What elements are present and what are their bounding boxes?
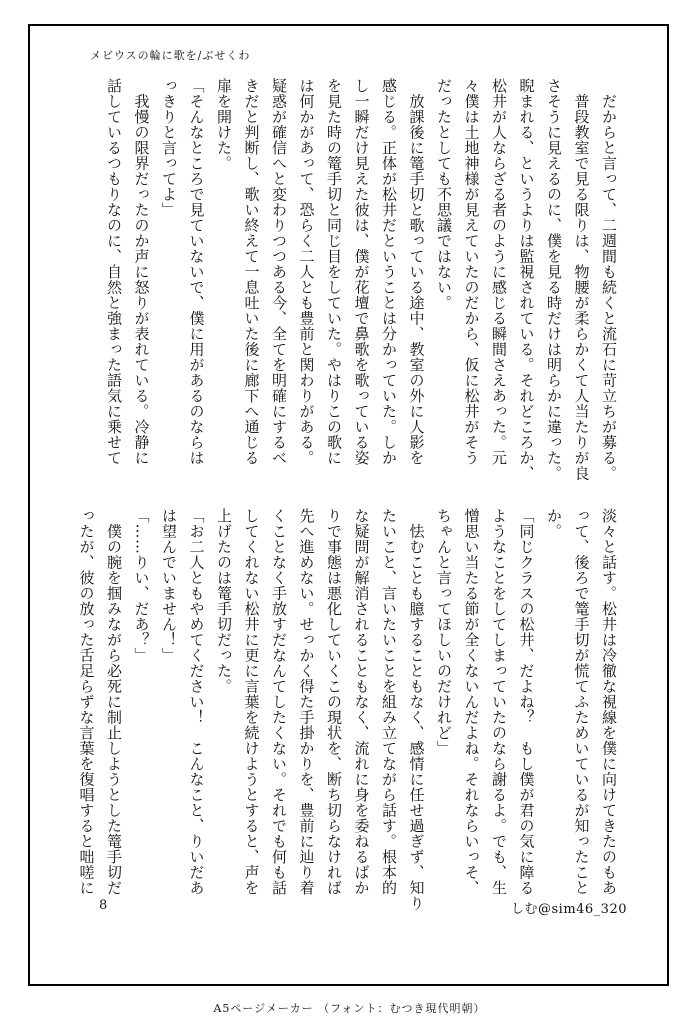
- text-column: って、後ろで篭手切が慌てふためいているが知ったこと: [572, 508, 591, 896]
- text-column: 普段教室で見る限りは、物腰が柔らかくて人当たりが良: [572, 78, 591, 481]
- text-column: 感じる。正体が松井だということは分かっていた。しか: [380, 78, 398, 466]
- text-column: 上げたのは篭手切だった。: [215, 508, 233, 694]
- text-column: 「同じクラスの松井、だよね？ もし僕が君の気に障る: [517, 508, 536, 896]
- text-column: は何かがあって、恐らく二人とも豊前と関わりがある。: [297, 78, 316, 466]
- text-column: 睨まれる、というよりは監視されている。それどころか、: [517, 78, 536, 481]
- text-column: 憎思い当たる節が全くないんだよね。それならいっそ、: [462, 508, 481, 896]
- text-column: ようなことをしてしまっていたのなら謝るよ。でも、生: [490, 508, 508, 896]
- text-column: は望んでいません！」: [160, 508, 178, 663]
- text-column: だからと言って、二週間も続くと流石に苛立ちが募る。: [600, 78, 618, 481]
- page-number: 8: [99, 898, 108, 913]
- running-header-title: メビウスの輪に歌を/ぶせくわ: [90, 49, 251, 62]
- text-column: だったとしても不思議ではない。: [435, 78, 453, 311]
- footer-caption: A5ページメーカー （フォント：むつき現代明朝）: [213, 1002, 486, 1015]
- text-column: ったが、彼の放った舌足らずな言葉を復唱すると咄嗟に: [77, 508, 96, 896]
- text-column: 僕の腕を掴みながら必死に制止しようとした篭手切だ: [105, 508, 123, 896]
- text-column: っきりと言ってよ」: [160, 78, 178, 218]
- text-column: 先へ進めない。せっかく得た手掛かりを、豊前に辿り着: [297, 508, 316, 896]
- author-credit: しむ@sim46_320: [510, 902, 627, 917]
- text-column: を見た時の篭手切と同じ目をしていた。やはりこの歌に: [325, 78, 343, 466]
- text-column: してくれない松井に更に言葉を続けようとすると、声を: [242, 508, 261, 896]
- text-column: 々僕は土地神様が見えていたのだから、仮に松井がそう: [462, 78, 481, 466]
- text-column: きだと判断し、歌い終えて一息吐いた後に廊下へ通じる: [242, 78, 261, 466]
- text-column: 「お二人ともやめてください！ こんなこと、りいだあ: [187, 508, 206, 896]
- text-column: 放課後に篭手切と歌っている途中、教室の外に人影を: [407, 78, 426, 466]
- upper-text-block: [100, 78, 623, 490]
- text-column: ちゃんと言ってほしいのだけれど」: [435, 508, 453, 756]
- text-column: な疑問が解消されることもなく、流れに身を委ねるばか: [352, 508, 371, 896]
- text-column: 「……りい、だあ？」: [132, 508, 151, 663]
- text-column: 我慢の限界だったのか声に怒りが表れている。冷静に: [132, 78, 151, 466]
- text-column: 松井が人ならざる者のように感じる瞬間さえあった。元: [490, 78, 508, 466]
- text-column: たいこと、言いたいことを組み立てながら話す。根本的: [380, 508, 398, 896]
- lower-text-block: [72, 508, 622, 920]
- text-column: 疑惑が確信へと変わりつつある今、全てを明確にするべ: [270, 78, 288, 466]
- text-column: くことなく手放すだなんてしたくない。それでも何も話: [270, 508, 288, 896]
- text-column: し一瞬だけ見えた彼は、僕が花壇で鼻歌を歌っている姿: [352, 78, 371, 466]
- text-column: りで事態は悪化していくこの現状を、断ち切らなければ: [325, 508, 343, 896]
- text-column: 「そんなところで見ていないで、僕に用があるのならは: [187, 78, 206, 466]
- text-column: さそうに見えるのに、僕を見る時だけは明らかに違った。: [545, 78, 563, 481]
- text-column: 怯むことも臆することもなく、感情に任せ過ぎず、知り: [407, 508, 426, 911]
- text-column: 扉を開けた。: [215, 78, 233, 171]
- text-column: か。: [545, 508, 563, 539]
- text-column: 淡々と話す。松井は冷徹な視線を僕に向けてきたのもあ: [600, 508, 618, 896]
- text-column: 話しているつもりなのに、自然と強まった語気に乗せて: [105, 78, 123, 466]
